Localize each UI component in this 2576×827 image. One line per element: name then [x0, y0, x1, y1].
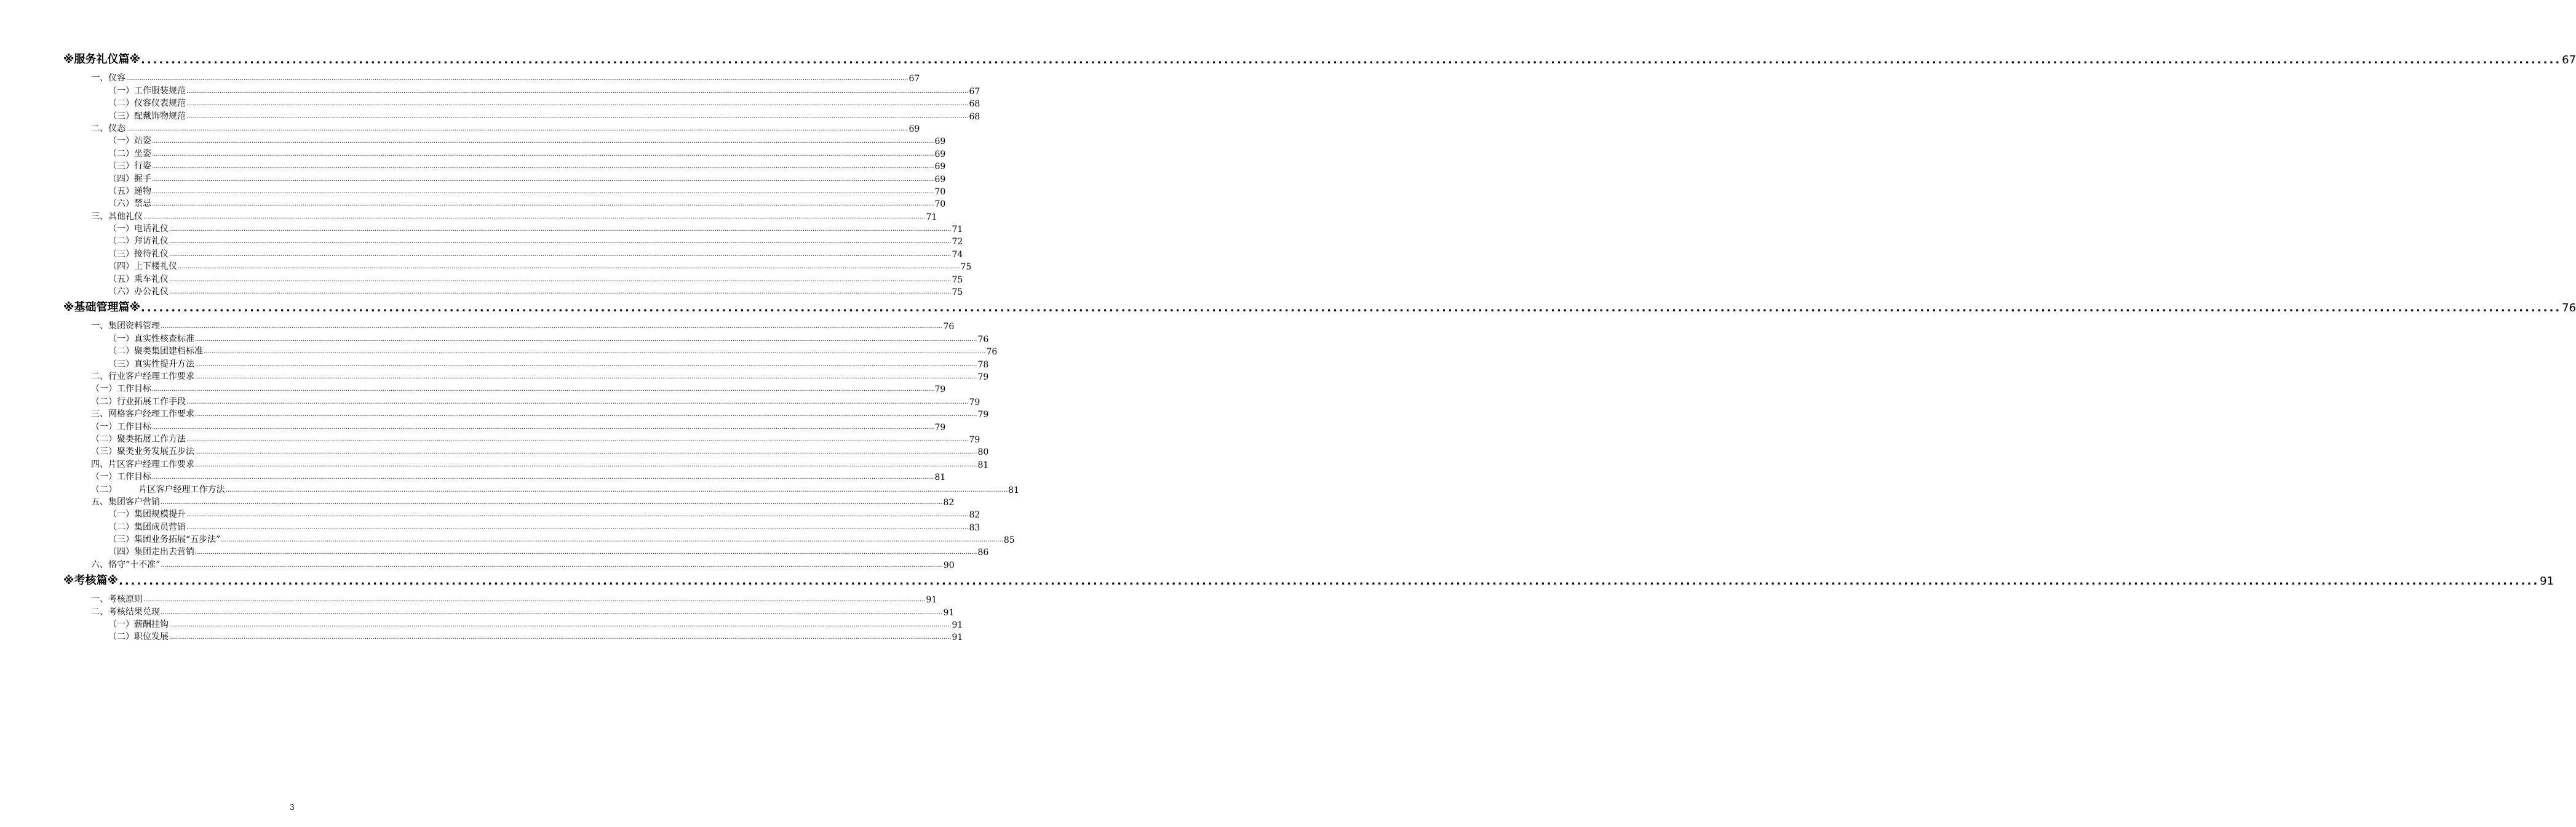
toc-entry[interactable] [0, 545, 989, 558]
toc-dot-leader: ................................................................................................................................................................................................................................................................................................................................................................................................................ [119, 574, 2540, 588]
toc-entry-label: （二）集团成员营销 [108, 521, 186, 533]
toc-entry-label: 五、集团客户营销 [91, 495, 160, 508]
toc-entry-label: （二）行业拓展工作手段 [91, 395, 186, 407]
toc-entry-page: 75 [952, 274, 963, 285]
toc-entry-label: （二）拜访礼仪 [108, 234, 169, 247]
toc-dot-leader: ................................................................................................................................................................................................................................................................................................................................................................................................................ [161, 498, 943, 506]
toc-dot-leader: ................................................................................................................................................................................................................................................................................................................................................................................................................ [195, 373, 977, 380]
table-of-contents [0, 49, 2576, 643]
toc-entry-label: 一、集团资料管理 [91, 319, 160, 332]
toc-entry-label: （三）接待礼仪 [108, 247, 169, 260]
toc-dot-leader: ................................................................................................................................................................................................................................................................................................................................................................................................................ [221, 537, 1003, 544]
toc-entry-page: 79 [977, 372, 989, 382]
toc-entry-label: （二） 片区客户经理工作方法 [91, 483, 225, 495]
toc-entry-page: 79 [977, 410, 989, 420]
toc-entry-page: 67 [2562, 54, 2576, 66]
toc-entry[interactable] [0, 84, 980, 97]
toc-entry[interactable] [0, 172, 946, 185]
toc-entry-page: 82 [969, 510, 980, 521]
toc-entry[interactable] [0, 433, 980, 445]
toc-dot-leader: ................................................................................................................................................................................................................................................................................................................................................................................................................ [186, 100, 969, 108]
toc-entry-label: （一）工作目标 [91, 470, 151, 482]
toc-dot-leader: ................................................................................................................................................................................................................................................................................................................................................................................................................ [195, 335, 977, 343]
toc-entry-page: 70 [934, 199, 946, 210]
toc-entry-label: （一）真实性核查标准 [108, 332, 194, 345]
toc-entry-page: 69 [934, 162, 946, 172]
toc-dot-leader: ................................................................................................................................................................................................................................................................................................................................................................................................................ [204, 348, 986, 356]
toc-entry-page: 70 [934, 186, 946, 197]
toc-entry[interactable] [0, 285, 963, 298]
toc-entry[interactable] [0, 394, 980, 407]
toc-entry[interactable] [0, 159, 946, 172]
toc-entry-page: 76 [986, 347, 998, 358]
toc-dot-leader: ................................................................................................................................................................................................................................................................................................................................................................................................................ [195, 461, 977, 468]
toc-entry-label: （五）递物 [108, 185, 151, 197]
toc-entry[interactable] [0, 508, 980, 521]
toc-entry-page: 72 [952, 237, 963, 247]
toc-dot-leader: ................................................................................................................................................................................................................................................................................................................................................................................................................ [126, 75, 908, 82]
toc-dot-leader: ................................................................................................................................................................................................................................................................................................................................................................................................................ [152, 175, 934, 183]
toc-entry-label: （二）聚类拓展工作方法 [91, 433, 186, 445]
toc-entry-page: 91 [952, 633, 963, 643]
toc-entry[interactable] [0, 420, 946, 433]
toc-dot-leader: ................................................................................................................................................................................................................................................................................................................................................................................................................ [186, 511, 969, 519]
toc-entry-page: 69 [934, 149, 946, 159]
toc-entry-page: 67 [908, 74, 920, 84]
toc-dot-leader: ................................................................................................................................................................................................................................................................................................................................................................................................................ [152, 188, 934, 195]
toc-dot-leader: ................................................................................................................................................................................................................................................................................................................................................................................................................ [161, 609, 943, 616]
toc-entry-label: ※服务礼仪篇※ [63, 50, 140, 66]
toc-entry-page: 91 [926, 595, 937, 605]
toc-entry-label: 二、行业客户经理工作要求 [91, 370, 194, 382]
toc-entry-page: 74 [952, 249, 963, 260]
toc-entry-page: 76 [977, 334, 989, 345]
toc-entry[interactable] [0, 457, 989, 470]
toc-entry[interactable] [0, 185, 946, 197]
toc-entry[interactable] [0, 370, 989, 382]
toc-entry[interactable] [0, 345, 998, 358]
toc-dot-leader: ................................................................................................................................................................................................................................................................................................................................................................................................................ [195, 361, 977, 368]
toc-entry-label: （二）职位发展 [108, 630, 169, 642]
toc-entry-label: （一）工作目标 [91, 420, 151, 433]
toc-entry-label: 四、片区客户经理工作要求 [91, 458, 194, 470]
toc-entry-label: ※基础管理篇※ [63, 298, 140, 314]
toc-entry[interactable] [0, 146, 946, 159]
toc-entry-label: 六、恪守“十不准” [91, 558, 160, 570]
toc-entry-page: 91 [943, 607, 955, 618]
toc-section-heading[interactable] [0, 298, 2576, 315]
toc-entry[interactable] [0, 593, 937, 605]
toc-entry[interactable] [0, 618, 963, 631]
toc-dot-leader: ................................................................................................................................................................................................................................................................................................................................................................................................................ [143, 213, 926, 220]
toc-entry-label: （一）工作目标 [91, 382, 151, 394]
toc-dot-leader: ................................................................................................................................................................................................................................................................................................................................................................................................................ [161, 323, 943, 330]
toc-entry-page: 71 [952, 225, 963, 235]
toc-entry-page: 82 [943, 497, 955, 508]
toc-entry-page: 76 [943, 322, 955, 332]
toc-dot-leader: ................................................................................................................................................................................................................................................................................................................................................................................................................ [152, 138, 934, 145]
toc-entry[interactable] [0, 470, 946, 483]
toc-dot-leader: ................................................................................................................................................................................................................................................................................................................................................................................................................ [169, 226, 952, 233]
toc-entry-label: （三）真实性提升方法 [108, 358, 194, 370]
toc-entry[interactable] [0, 260, 972, 273]
toc-entry[interactable] [0, 197, 946, 210]
toc-entry-page: 81 [1008, 485, 1019, 495]
toc-dot-leader: ................................................................................................................................................................................................................................................................................................................................................................................................................ [195, 449, 977, 456]
toc-dot-leader: ................................................................................................................................................................................................................................................................................................................................................................................................................ [195, 549, 977, 556]
toc-entry-label: （二）仪容仪表规范 [108, 97, 186, 109]
toc-entry-page: 68 [969, 111, 980, 122]
toc-entry-page: 71 [926, 212, 937, 222]
toc-entry[interactable] [0, 222, 963, 235]
toc-entry-label: （三）集团业务拓展“五步法” [108, 533, 220, 545]
toc-entry[interactable] [0, 557, 955, 570]
toc-entry-page: 69 [934, 174, 946, 185]
toc-entry[interactable] [0, 272, 963, 285]
toc-entry-page: 79 [969, 434, 980, 445]
toc-dot-leader: ................................................................................................................................................................................................................................................................................................................................................................................................................ [161, 561, 943, 569]
toc-dot-leader: ................................................................................................................................................................................................................................................................................................................................................................................................................ [126, 125, 908, 132]
toc-dot-leader: ................................................................................................................................................................................................................................................................................................................................................................................................................ [186, 87, 969, 95]
toc-entry-page: 83 [969, 522, 980, 533]
toc-dot-leader: ................................................................................................................................................................................................................................................................................................................................................................................................................ [169, 250, 952, 258]
toc-entry[interactable] [0, 97, 980, 110]
toc-entry-label: （四）握手 [108, 172, 151, 185]
toc-entry[interactable] [0, 482, 1019, 495]
toc-entry-label: （一）集团规模提升 [108, 508, 186, 520]
toc-entry-page: 91 [952, 620, 963, 631]
toc-entry-label: 一、考核原则 [91, 593, 143, 605]
toc-dot-leader: ................................................................................................................................................................................................................................................................................................................................................................................................................ [178, 263, 960, 271]
toc-dot-leader: ................................................................................................................................................................................................................................................................................................................................................................................................................ [186, 524, 969, 531]
toc-dot-leader: ................................................................................................................................................................................................................................................................................................................................................................................................................ [152, 201, 934, 208]
toc-entry-label: 三、网格客户经理工作要求 [91, 407, 194, 420]
toc-dot-leader: ................................................................................................................................................................................................................................................................................................................................................................................................................ [152, 163, 934, 170]
toc-entry-page: 79 [934, 422, 946, 433]
toc-entry-page: 69 [908, 124, 920, 134]
toc-dot-leader: ................................................................................................................................................................................................................................................................................................................................................................................................................ [169, 621, 952, 629]
toc-entry-page: 90 [943, 560, 955, 570]
page-number: 3 [290, 803, 295, 812]
toc-entry[interactable] [0, 134, 946, 147]
toc-entry-page: 81 [977, 460, 989, 470]
toc-entry[interactable] [0, 605, 955, 618]
toc-entry[interactable] [0, 234, 963, 247]
toc-entry-page: 75 [952, 287, 963, 298]
toc-dot-leader: ................................................................................................................................................................................................................................................................................................................................................................................................................ [169, 276, 952, 283]
toc-section-heading[interactable] [0, 50, 2576, 66]
toc-entry-label: （三）配戴饰物规范 [108, 110, 186, 122]
toc-entry[interactable] [0, 319, 955, 332]
toc-entry-page: 68 [969, 99, 980, 110]
toc-entry[interactable] [0, 109, 980, 122]
toc-entry-label: 二、仪态 [91, 122, 125, 134]
toc-entry[interactable] [0, 407, 989, 420]
toc-entry-label: （一）工作服装规范 [108, 84, 186, 97]
toc-entry-label: （三）行姿 [108, 159, 151, 172]
toc-section-heading[interactable] [0, 572, 2554, 588]
toc-entry-page: 67 [969, 86, 980, 97]
toc-entry[interactable] [0, 71, 920, 84]
toc-dot-leader: ................................................................................................................................................................................................................................................................................................................................................................................................................ [152, 474, 934, 481]
toc-entry-label: （一）薪酬挂钩 [108, 618, 169, 630]
toc-dot-leader: ................................................................................................................................................................................................................................................................................................................................................................................................................ [141, 302, 2562, 315]
toc-dot-leader: ................................................................................................................................................................................................................................................................................................................................................................................................................ [169, 238, 952, 246]
toc-entry[interactable] [0, 533, 1015, 546]
toc-entry-label: （四）集团走出去营销 [108, 545, 194, 557]
toc-entry[interactable] [0, 630, 963, 643]
toc-entry-label: （六）禁忌 [108, 197, 151, 209]
toc-entry-page: 80 [977, 447, 989, 458]
toc-dot-leader: ................................................................................................................................................................................................................................................................................................................................................................................................................ [169, 289, 952, 296]
toc-entry-label: （一）电话礼仪 [108, 222, 169, 234]
toc-entry-label: 二、考核结果兑现 [91, 605, 160, 618]
toc-entry[interactable] [0, 357, 989, 370]
toc-entry-label: （六）办公礼仪 [108, 285, 169, 297]
toc-entry[interactable] [0, 445, 989, 458]
toc-entry[interactable] [0, 209, 937, 222]
toc-entry[interactable] [0, 495, 955, 508]
toc-entry-page: 78 [977, 359, 989, 370]
toc-dot-leader: ................................................................................................................................................................................................................................................................................................................................................................................................................ [169, 634, 952, 641]
toc-dot-leader: ................................................................................................................................................................................................................................................................................................................................................................................................................ [152, 423, 934, 431]
toc-entry[interactable] [0, 520, 980, 533]
toc-dot-leader: ................................................................................................................................................................................................................................................................................................................................................................................................................ [186, 113, 969, 120]
toc-entry[interactable] [0, 122, 920, 134]
toc-entry-page: 81 [934, 473, 946, 483]
toc-entry-label: ※考核篇※ [63, 572, 118, 588]
toc-entry-label: （三）聚类业务发展五步法 [91, 445, 194, 457]
toc-entry[interactable] [0, 332, 989, 345]
toc-dot-leader: ................................................................................................................................................................................................................................................................................................................................................................................................................ [186, 436, 969, 443]
toc-entry-label: （二）坐姿 [108, 147, 151, 159]
toc-dot-leader: ................................................................................................................................................................................................................................................................................................................................................................................................................ [186, 398, 969, 406]
toc-entry-page: 75 [960, 262, 972, 273]
toc-entry-page: 79 [934, 385, 946, 395]
toc-entry-page: 86 [977, 548, 989, 558]
toc-entry-page: 79 [969, 397, 980, 407]
toc-entry-label: （五）乘车礼仪 [108, 273, 169, 285]
toc-entry-label: 一、仪容 [91, 71, 125, 84]
toc-entry-label: （二）聚类集团建档标准 [108, 345, 203, 357]
toc-dot-leader: ................................................................................................................................................................................................................................................................................................................................................................................................................ [152, 150, 934, 158]
toc-entry-label: （一）站姿 [108, 134, 151, 146]
toc-entry-page: 91 [2540, 574, 2554, 588]
toc-dot-leader: ................................................................................................................................................................................................................................................................................................................................................................................................................ [225, 486, 1008, 493]
toc-dot-leader: ................................................................................................................................................................................................................................................................................................................................................................................................................ [152, 386, 934, 393]
toc-entry-label: （四）上下楼礼仪 [108, 260, 177, 272]
toc-entry-page: 85 [1003, 535, 1015, 546]
toc-entry[interactable] [0, 247, 963, 260]
toc-dot-leader: ................................................................................................................................................................................................................................................................................................................................................................................................................ [195, 411, 977, 418]
toc-dot-leader: ................................................................................................................................................................................................................................................................................................................................................................................................................ [143, 596, 926, 604]
toc-dot-leader: ................................................................................................................................................................................................................................................................................................................................................................................................................ [141, 54, 2562, 66]
toc-entry[interactable] [0, 382, 946, 395]
toc-entry-label: 三、其他礼仪 [91, 210, 143, 222]
toc-entry-page: 69 [934, 137, 946, 147]
toc-entry-page: 76 [2562, 302, 2576, 315]
